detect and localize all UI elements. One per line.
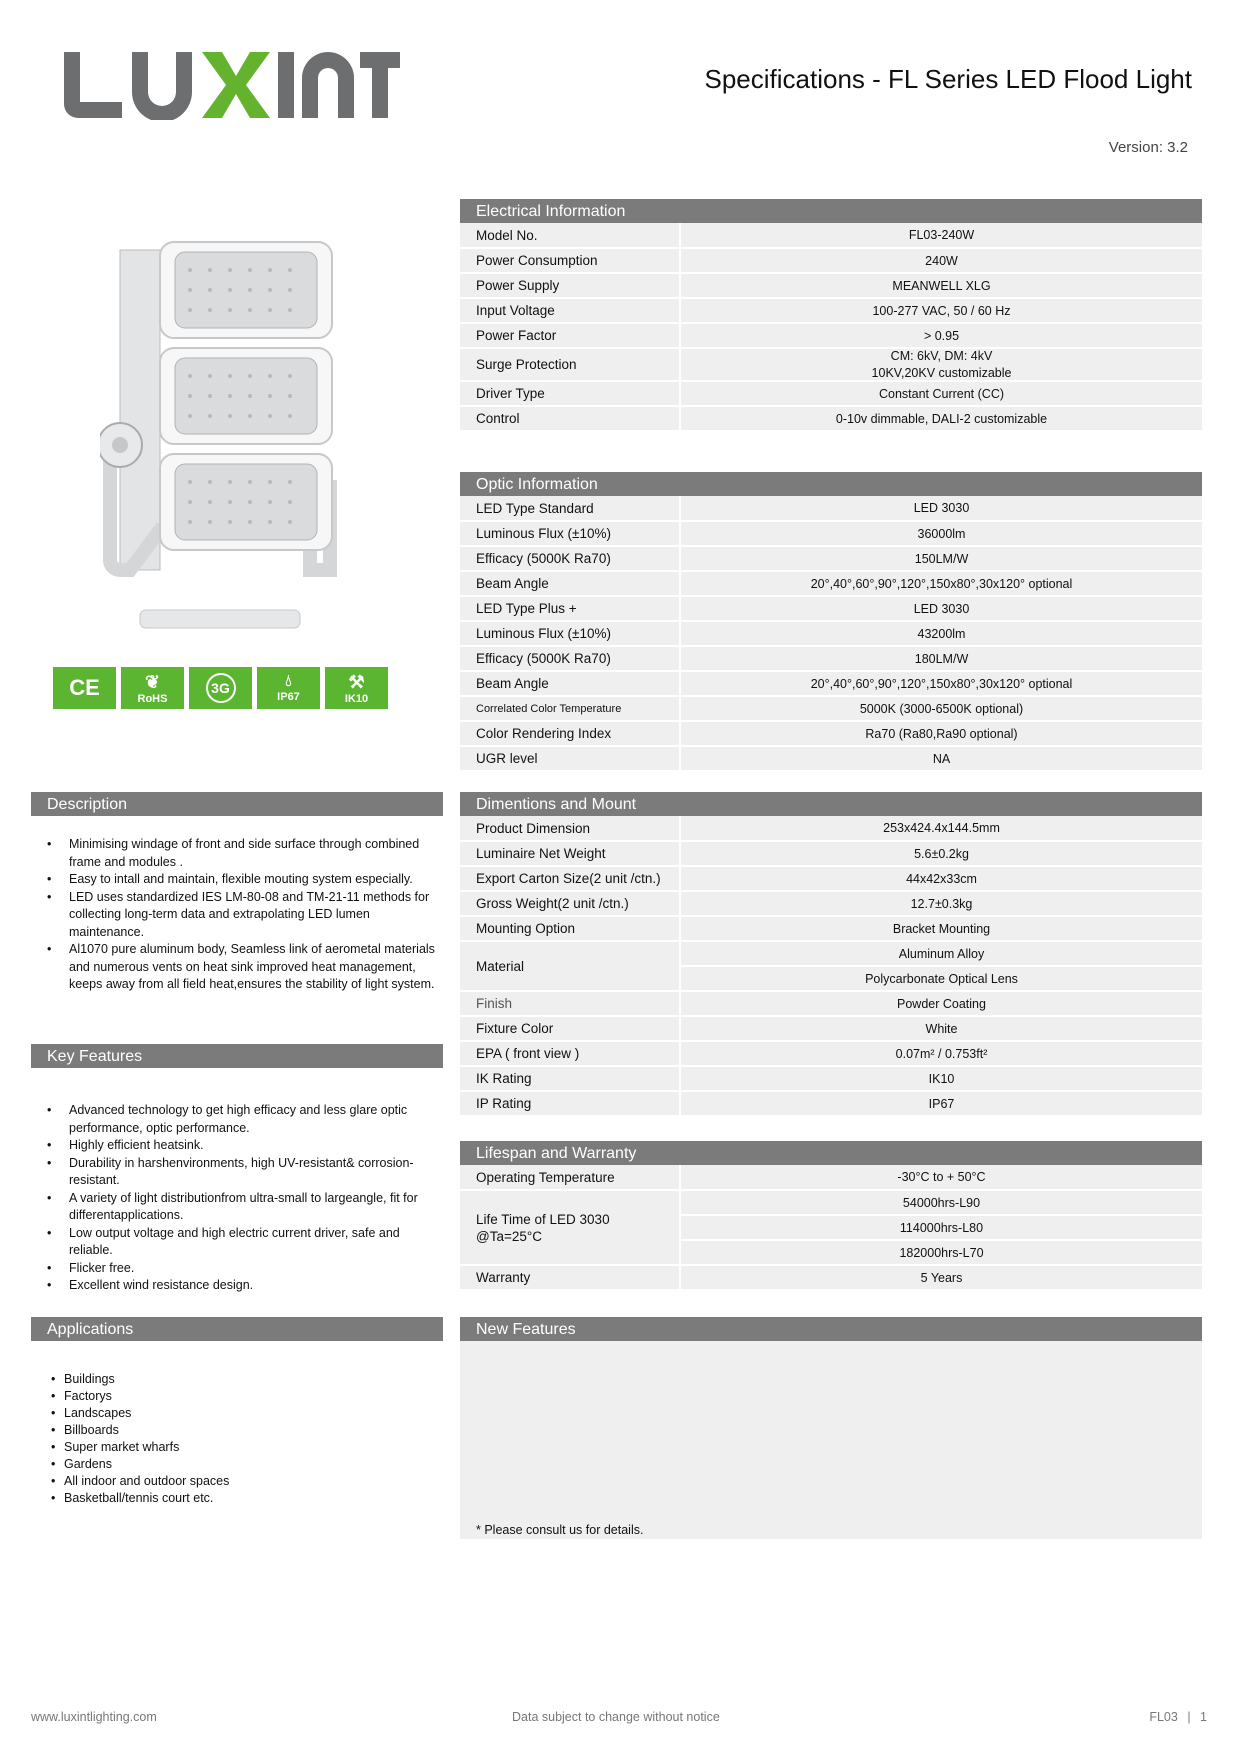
list-item: • Basketball/tennis court etc. — [31, 1490, 443, 1507]
list-item: • Excellent wind resistance design. — [31, 1277, 443, 1295]
water-drop-icon: 💧︎ IP67 — [257, 667, 320, 709]
description-list — [31, 836, 443, 994]
description-section — [31, 792, 443, 994]
table-row: Luminous Flux (±10%) 43200lm — [460, 621, 1202, 646]
table-row: Driver Type Constant Current (CC) — [460, 381, 1202, 406]
table-row: Power Factor > 0.95 — [460, 323, 1202, 348]
list-item: • Advanced technology to get high efficacy and less glare optic performance, optic performance. — [31, 1102, 443, 1137]
electrical-information-section — [460, 199, 1202, 432]
separator: | — [1187, 1710, 1191, 1724]
key-features-list — [31, 1102, 443, 1295]
table-row: Input Voltage 100-277 VAC, 50 / 60 Hz — [460, 298, 1202, 323]
table-row: EPA ( front view ) 0.07m² / 0.753ft² — [460, 1041, 1202, 1066]
list-item: • Gardens — [31, 1456, 443, 1473]
list-item: • LED uses standardized IES LM-80-08 and TM-21-11 methods for collecting long-term data and extrapolating LED lumen maintenance. — [31, 889, 443, 942]
section-heading: Applications — [31, 1317, 443, 1341]
footer-website-link[interactable]: www.luxintlighting.com — [31, 1710, 157, 1724]
footer-page-info — [1149, 1710, 1207, 1724]
electrical-table — [460, 223, 1202, 432]
list-item: • Al1070 pure aluminum body, Seamless link of aerometal materials and numerous vents on heat sink improved heat management, keeps away from all field heat,ensures the stability of light system. — [31, 941, 443, 994]
table-row: Polycarbonate Optical Lens — [460, 966, 1202, 991]
list-item: • Super market wharfs — [31, 1439, 443, 1456]
table-row: Power Supply MEANWELL XLG — [460, 273, 1202, 298]
list-item: • A variety of light distributionfrom ultra-small to largeangle, fit for differentapplications. — [31, 1190, 443, 1225]
table-row: Operating Temperature -30°C to + 50°C — [460, 1165, 1202, 1190]
version-label: Version: 3.2 — [1108, 139, 1188, 156]
list-item: • All indoor and outdoor spaces — [31, 1473, 443, 1490]
table-row: Correlated Color Temperature 5000K (3000-6500K optional) — [460, 696, 1202, 721]
new-features-section — [460, 1317, 1202, 1539]
section-heading: Electrical Information — [460, 199, 1202, 223]
list-item: • Landscapes — [31, 1405, 443, 1422]
consult-note: * Please consult us for details. — [476, 1523, 644, 1537]
dimensions-table — [460, 816, 1202, 1117]
document-title: Specifications - FL Series LED Flood Light — [704, 64, 1192, 94]
applications-list — [31, 1371, 443, 1507]
table-row: Model No. FL03-240W — [460, 223, 1202, 248]
list-item: • Billboards — [31, 1422, 443, 1439]
list-item: • Highly efficient heatsink. — [31, 1137, 443, 1155]
table-row: IK Rating IK10 — [460, 1066, 1202, 1091]
table-row: 182000hrs-L70 — [460, 1240, 1202, 1265]
rohs-leaf-icon: ❦ RoHS — [121, 667, 184, 709]
table-row: Export Carton Size(2 unit /ctn.) 44x42x33cm — [460, 866, 1202, 891]
table-row: Gross Weight(2 unit /ctn.) 12.7±0.3kg — [460, 891, 1202, 916]
table-row: Efficacy (5000K Ra70) 180LM/W — [460, 646, 1202, 671]
section-heading: Description — [31, 792, 443, 816]
list-item: • Minimising windage of front and side surface through combined frame and modules . — [31, 836, 443, 871]
table-row: LED Type Standard LED 3030 — [460, 496, 1202, 521]
flood-light-product-image — [100, 240, 380, 640]
new-features-panel — [460, 1341, 1202, 1539]
table-row: UGR level NA — [460, 746, 1202, 771]
table-row: Control 0-10v dimmable, DALI-2 customizable — [460, 406, 1202, 431]
list-item: • Low output voltage and high electric current driver, safe and reliable. — [31, 1225, 443, 1260]
table-row: Warranty 5 Years — [460, 1265, 1202, 1290]
list-item: • Durability in harshenvironments, high UV-resistant& corrosion-resistant. — [31, 1155, 443, 1190]
footer-notice: Data subject to change without notice — [512, 1710, 720, 1724]
certification-badges — [53, 667, 388, 709]
key-features-section — [31, 1044, 443, 1295]
lifespan-table — [460, 1165, 1202, 1291]
table-row: 114000hrs-L80 — [460, 1215, 1202, 1240]
table-row: Material Aluminum Alloy — [460, 941, 1202, 966]
table-row: Beam Angle 20°,40°,60°,90°,120°,150x80°,30x120° optional — [460, 671, 1202, 696]
hammer-icon: ⚒ IK10 — [325, 667, 388, 709]
list-item: • Buildings — [31, 1371, 443, 1388]
table-row: Color Rendering Index Ra70 (Ra80,Ra90 optional) — [460, 721, 1202, 746]
section-heading: Optic Information — [460, 472, 1202, 496]
table-row: IP Rating IP67 — [460, 1091, 1202, 1116]
optic-table — [460, 496, 1202, 772]
table-row: Finish Powder Coating — [460, 991, 1202, 1016]
luxint-logo — [62, 50, 402, 120]
table-row: LED Type Plus + LED 3030 — [460, 596, 1202, 621]
document-code: FL03 — [1149, 1710, 1178, 1724]
page-number: 1 — [1200, 1710, 1207, 1724]
table-row: Product Dimension 253x424.4x144.5mm — [460, 816, 1202, 841]
table-row: Life Time of LED 3030 @Ta=25°C 54000hrs-L90 — [460, 1190, 1202, 1215]
list-item: • Factorys — [31, 1388, 443, 1405]
table-row: Mounting Option Bracket Mounting — [460, 916, 1202, 941]
table-row: Power Consumption 240W — [460, 248, 1202, 273]
table-row: Beam Angle 20°,40°,60°,90°,120°,150x80°,30x120° optional — [460, 571, 1202, 596]
applications-section — [31, 1317, 443, 1507]
optic-information-section — [460, 472, 1202, 772]
3g-vibration-icon: 3G — [189, 667, 252, 709]
section-heading: Dimentions and Mount — [460, 792, 1202, 816]
section-heading: Key Features — [31, 1044, 443, 1068]
list-item: • Flicker free. — [31, 1260, 443, 1278]
table-row: Fixture Color White — [460, 1016, 1202, 1041]
section-heading: New Features — [460, 1317, 1202, 1341]
ce-mark-icon: CE — [53, 667, 116, 709]
dimensions-mount-section — [460, 792, 1202, 1117]
table-row: Luminous Flux (±10%) 36000lm — [460, 521, 1202, 546]
table-row: Efficacy (5000K Ra70) 150LM/W — [460, 546, 1202, 571]
table-row: Luminaire Net Weight 5.6±0.2kg — [460, 841, 1202, 866]
list-item: • Easy to intall and maintain, flexible mouting system especially. — [31, 871, 443, 889]
section-heading: Lifespan and Warranty — [460, 1141, 1202, 1165]
table-row: Surge Protection CM: 6kV, DM: 4kV 10KV,20KV customizable — [460, 348, 1202, 381]
lifespan-warranty-section — [460, 1141, 1202, 1291]
